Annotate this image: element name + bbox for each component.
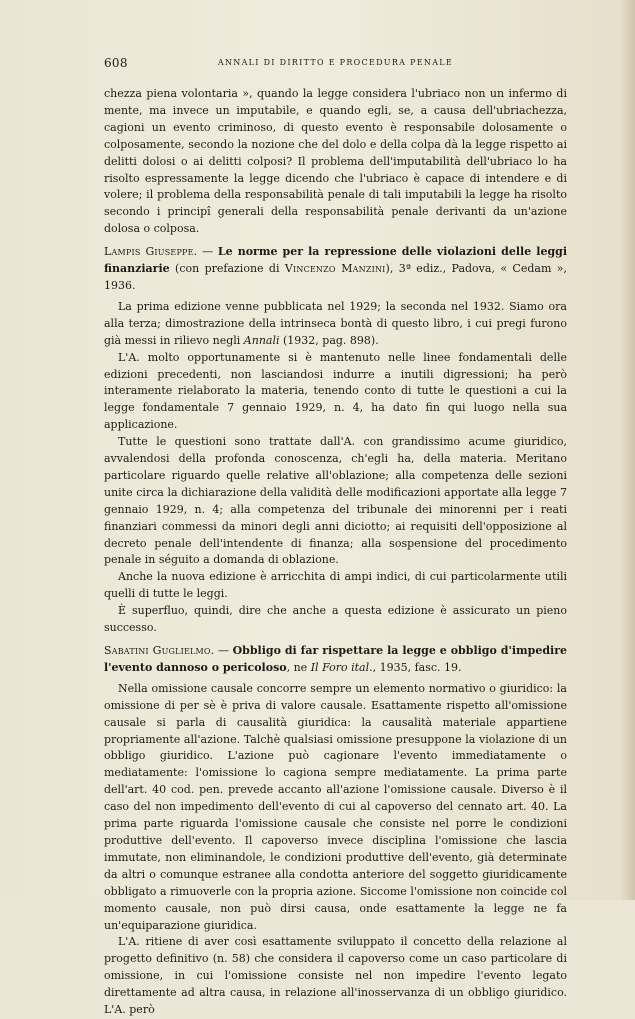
review-entry-lampis	[104, 244, 567, 295]
cited-journal: Il Foro ital.	[310, 660, 373, 674]
review-text: (1932, pag. 898).	[279, 333, 379, 347]
review-title: Le norme per la repressione delle violazioni delle leggi finanziarie	[104, 245, 568, 276]
review-ref: , ne	[286, 660, 311, 674]
page-header	[104, 56, 567, 70]
review-author: Sabatini Guglielmo.	[104, 644, 215, 657]
review-paragraph: L'A. molto opportunamente si è mantenuto nelle linee fondamentali delle edizioni precedenti, non lasciandosi indurre a inutili digressioni; ha però interamente rielaborato la materia, tenendo conto di tutte le questioni a cui la legge fondamentale 7 gennaio 1929, n. 4, ha dato fin qui luogo nella sua applicazione.	[104, 350, 567, 432]
review-paragraph: Tutte le questioni sono trattate dall'A. con grandissimo acume giuridico, avvalendosi della profonda conoscenza, ch'egli ha, della materia. Meritano particolare riguardo quelle relative all'oblazione; alla competenza delle sezioni unite circa la dichiarazione della validità delle modificazioni apportate alla legge 7 gennaio 1929, n. 4; alla competenza del tribunale dei minorenni per i reati finanziari commessi da minori degli anni diciotto; ai requisiti dell'opposizione al decreto penale dell'intendente di finanza; alla sospensione del procedimento penale in séguito a domanda di oblazione.	[104, 435, 567, 567]
review-text: La prima edizione venne pubblicata nel 1929; la seconda nel 1932. Siamo ora alla terza; dimostrazione della intrinseca bontà di questo libro, i cui pregi furono già messi in rilievo negli	[104, 299, 567, 347]
review-title: Obbligo di far rispettare la legge e obbligo d'impedire l'evento dannoso o pericoloso	[104, 644, 567, 674]
review-paragraph: Nella omissione causale concorre sempre un elemento normativo o giuridico: la omissione di per sè è priva di valore causale. Esattamente rispetto all'omissione causale si parla di causalità giuridica: la causalità materiale appartiene propriamente all'azione. Talchè qualsiasi omissione presuppone la violazione di un obbligo giuridico. L'azione può cagionare l'evento immediatamente o mediatamente: l'omissione lo cagiona sempre mediatamente. La prima parte dell'art. 40 cod. pen. prevede accanto all'azione l'omissione causale. Diverso è il caso del non impedimento dell'evento di cui al capoverso del cennato art. 40. La prima parte riguarda l'omissione causale che consiste nel porre le condizioni produttive dell'evento. Il capoverso invece disciplina l'omissione che lascia immutate, non eliminandole, le condizioni produttive dell'evento, già determinate da altri o comunque estranee alla condotta anteriore del soggetto giuridicamente obbligato a rimuoverle con la propria azione. Siccome l'omissione non coincide col momento causale, non può dirsi causa, onde esattamente la legge ne fa un'equiparazione giuridica.	[104, 681, 567, 932]
review-paragraph: È superfluo, quindi, dire che anche a questa edizione è assicurato un pieno successo.	[104, 604, 567, 635]
review-paragraph: Anche la nuova edizione è arricchita di ampi indici, di cui particolarmente utili quelli di tutte le leggi.	[104, 570, 567, 601]
review-author: Lampis Giuseppe.	[104, 245, 198, 259]
page-number: 608	[104, 56, 128, 70]
review-publication: ), 3ª ediz., Padova, « Cedam », 1936.	[104, 262, 567, 292]
continuation-paragraph: chezza piena volontaria », quando la legge considera l'ubriaco non un infermo di mente, ma invece un imputabile, e quando egli, se, a causa dell'ubriachezza, cagioni un evento criminoso, di questo evento è responsabile dolosamente o colposamente, secondo la nozione che del dolo e della colpa dà la legge rispetto ai delitti dolosi o ai delitti colposi? Il problema dell'imputabilità dell'ubriaco lo ha risolto espressamente la legge dicendo che l'ubriaco è capace di intendere e di volere; il problema della responsabilità penale di tali imputabili la legge ha risolto secondo i principî generali della responsabilità penale derivanti da un'azione dolosa o colposa.	[104, 87, 567, 236]
review-preface-open: (con prefazione di	[169, 262, 285, 276]
running-title: ANNALI DI DIRITTO E PROCEDURA PENALE	[217, 58, 454, 67]
cited-journal: Annali	[243, 333, 280, 347]
review-paragraph: L'A. ritiene di aver così esattamente sviluppato il concetto della relazione al progetto definitivo (n. 58) che considera il capoverso come un caso particolare di omissione, in cui l'omissione consiste nel non impedire l'evento legato direttamente ad altra causa, in relazione all'inosservanza di un obbligo giuridico. L'A. però	[104, 935, 567, 1017]
review-entry-sabatini	[104, 643, 567, 677]
review-dash: —	[214, 644, 233, 657]
page-body	[104, 86, 567, 1019]
review-dash: —	[197, 245, 218, 259]
review-ref: , 1935, fasc. 19.	[372, 660, 462, 674]
preface-author: Vincenzo Manzini	[284, 262, 386, 276]
review-paragraph	[104, 299, 567, 350]
